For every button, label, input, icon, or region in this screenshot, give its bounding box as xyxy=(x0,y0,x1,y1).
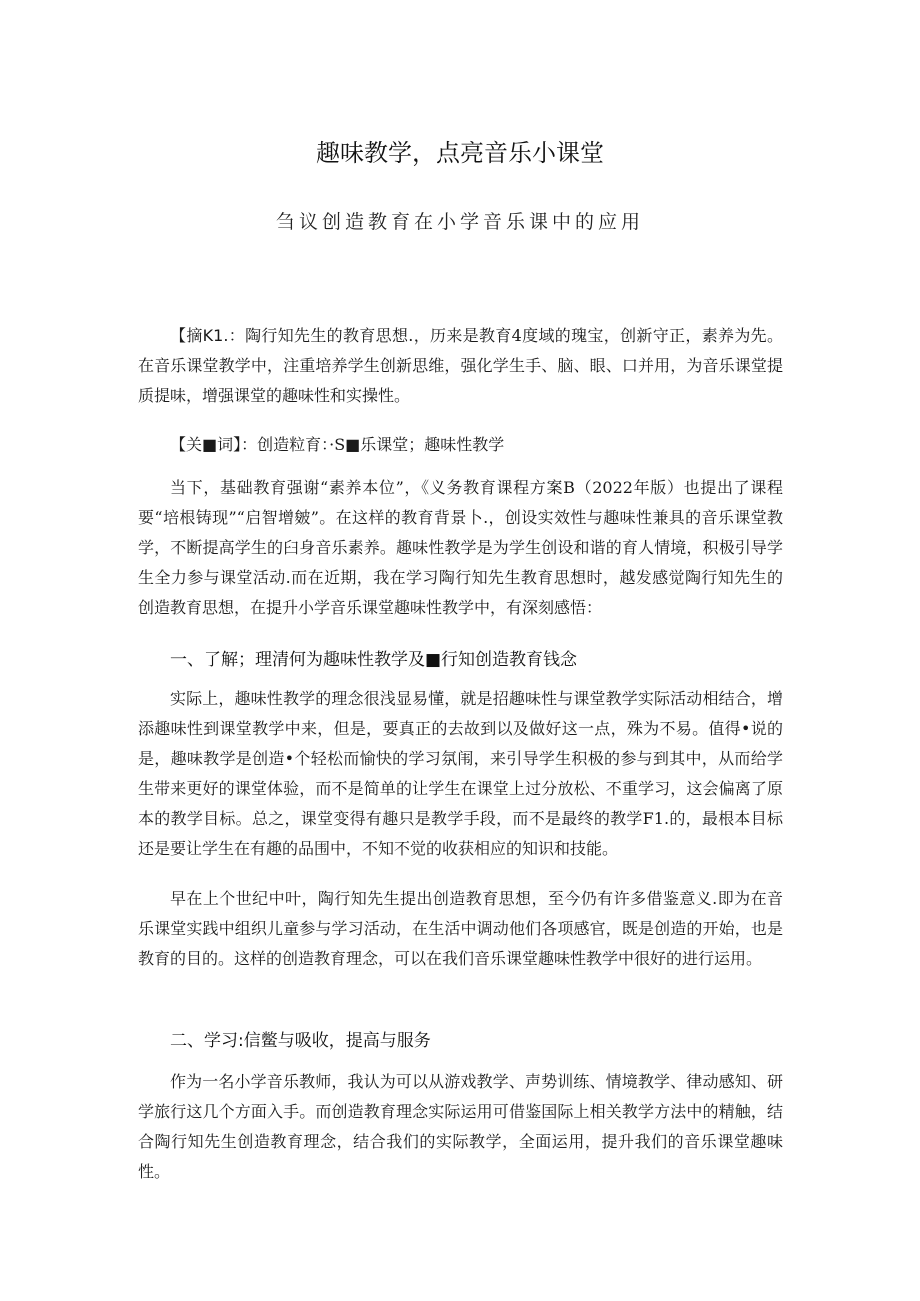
document-title: 趣味教学，点亮音乐小课堂 xyxy=(316,139,604,167)
intro-paragraph: 当下，基础教育强谢“素养本位”，《义务教育课程方案B（2022年版）也提出了课程要“培根铸现”“启智增皴”。在这样的教育背景卜.，创设实效性与趣味性兼具的音乐课堂教学，不断提高学生的臼身音乐素养。趣味性教学是为学生创设和谐的育人情境，积极引导学生全力参与课堂活动.而在近期，我在学习陶行知先生教育思想时，越发感觉陶行知先生的创造教育思想，在提升小学音乐课堂趣味性教学中，有深刻感悟： xyxy=(138,478,783,617)
abstract-label: 【摘K1.： xyxy=(170,326,246,345)
section2-paragraph-1: 作为一名小学音乐教师，我认为可以从游戏教学、声势训练、情境教学、律动感知、研学旅行这几个方面入手。而创造教育理念实际运用可借鉴国际上相关教学方法中的精触，结合陶行知先生创造教育理念，结合我们的实际教学，全面运用，提升我们的音乐课堂趣味性。 xyxy=(138,1072,783,1181)
section1-heading: 一、了解；理清何为趣味性教学及■行知创造教育钱念 xyxy=(170,650,578,670)
keywords-paragraph xyxy=(138,430,783,460)
section1-paragraph-1: 实际上，趣味性教学的理念很浅显易懂，就是招趣味性与课堂教学实际活动相结合，增添趣味性到课堂教学中来，但是，要真正的去故到以及做好这一点，殊为不易。值得•说的是，趣味教学是创造•个轻松而愉快的学习氛闱，来引导学生积极的参与到其中，从而给学生带来更好的课堂体验，而不是简单的让学生在课堂上过分放松、不重学习，这会偏离了原本的教学目标。总之，课堂变得有趣只是教学手段，而不是最终的教学F1.的，最根本目标还是要让学生在有趣的品围中，不知不觉的收获相应的知识和技能。 xyxy=(138,689,783,858)
document-subtitle: 刍议创造教育在小学音乐课中的应用 xyxy=(275,211,644,233)
abstract-paragraph xyxy=(138,321,783,411)
abstract-text: 陶行知先生的教育思想.，历来是教育4度域的瑰宝，创新守正，素养为先。在音乐课堂教学中，注重培养学生创新思维，强化学生手、脑、眼、口并用，为音乐课堂提质提味，增强课堂的趣味性和实操性。 xyxy=(138,326,783,405)
section1-paragraph-2: 早在上个世纪中叶，陶行知先生提出创造教育思想，至今仍有许多借鉴意义.即为在音乐课堂实践中组织儿童参与学习活动，在生活中调动他们各项感官，既是创造的开始，也是教育的目的。这样的创造教育理念，可以在我们音乐课堂趣味性教学中很好的进行运用。 xyxy=(138,889,783,968)
section2-heading: 二、学习:信鳖与吸收，提高与服务 xyxy=(170,1031,431,1051)
keywords-label: 【关■词】 xyxy=(170,435,242,454)
keywords-text: ：创造粒育：·S■乐课堂；趣味性教学 xyxy=(241,435,505,454)
